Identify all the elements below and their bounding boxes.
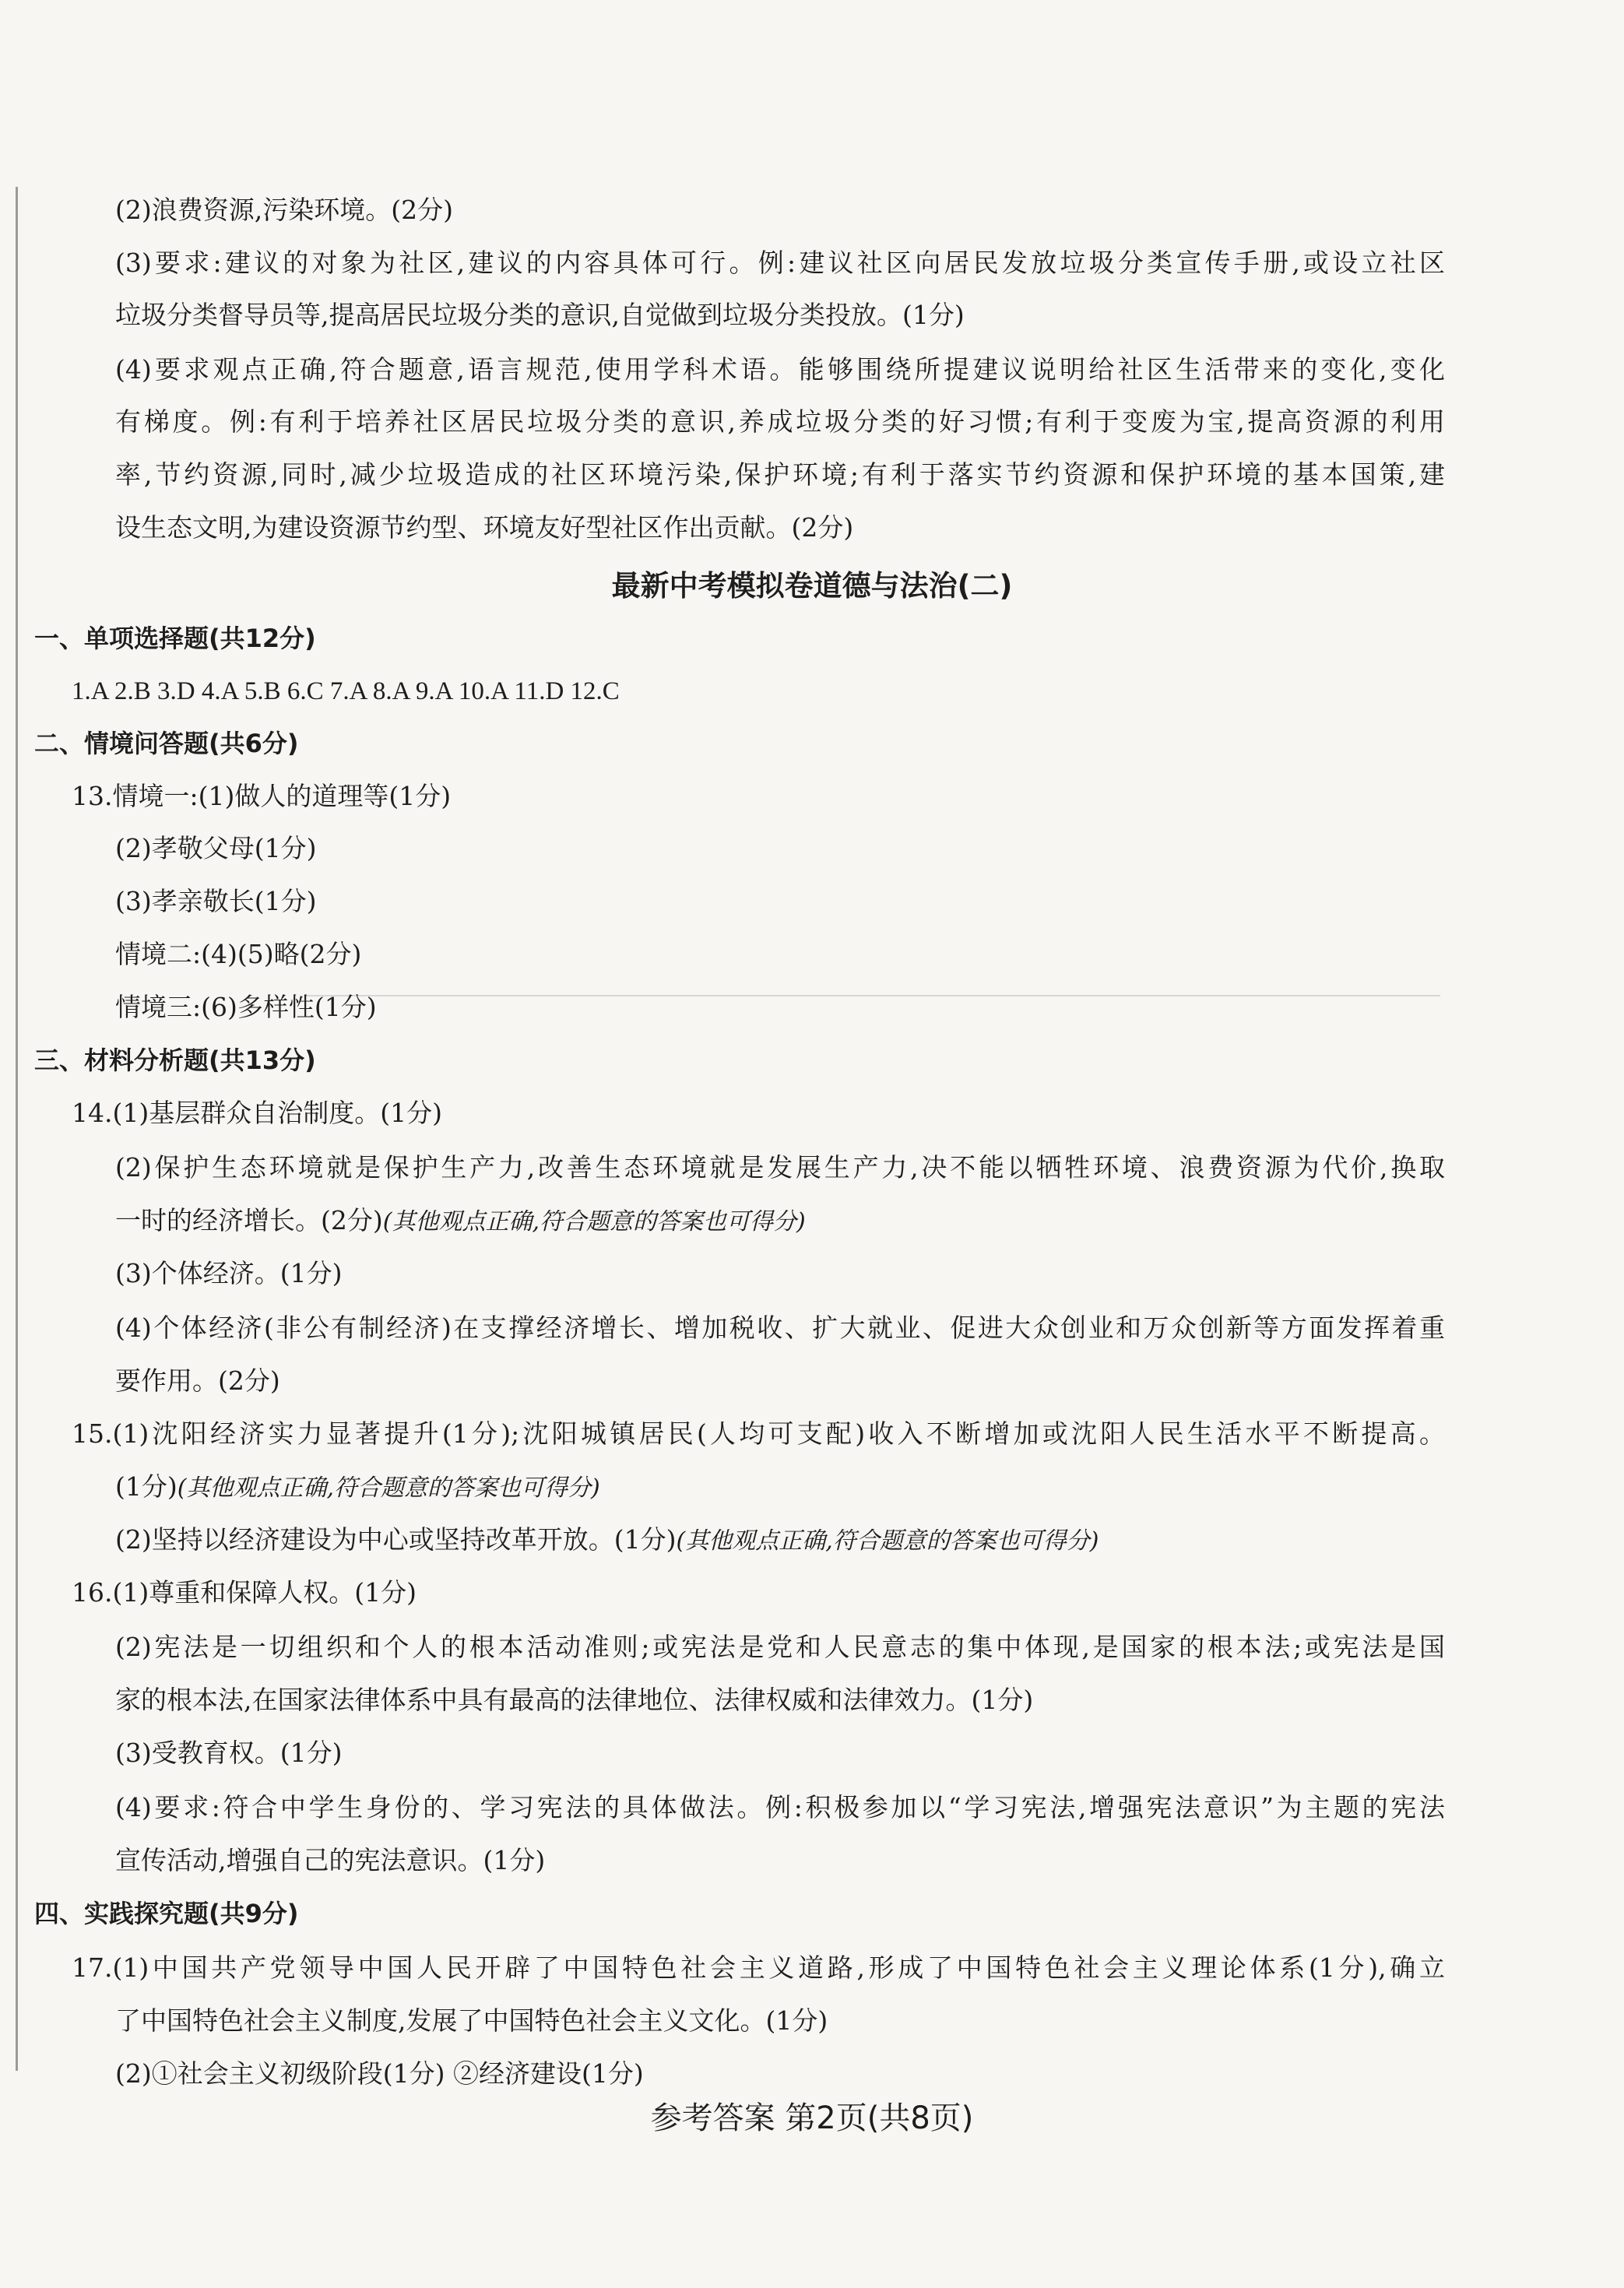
answer-line bbox=[115, 1524, 1098, 1557]
answer-line: (2)孝敬父母(1分) bbox=[115, 833, 317, 863]
answer-line: 17.(1)中国共产党领导中国人民开辟了中国特色社会主义道路,形成了中国特色社会主义理论体系(1分),确立 bbox=[72, 1952, 1445, 1983]
answer-text: 一时的经济增长。(2分) bbox=[115, 1205, 383, 1235]
binding-margin-line bbox=[16, 187, 18, 2071]
section-heading: 三、材料分析题(共13分) bbox=[34, 1046, 316, 1075]
answer-line: (4)要求观点正确,符合题意,语言规范,使用学科术语。能够围绕所提建议说明给社区生活带来的变化,变化 bbox=[115, 354, 1445, 385]
answer-line: (2)保护生态环境就是保护生产力,改善生态环境就是发展生产力,决不能以牺牲环境、浪费资源为代价,换取 bbox=[115, 1152, 1445, 1183]
answer-line: (3)个体经济。(1分) bbox=[115, 1258, 343, 1288]
answer-line: 率,节约资源,同时,减少垃圾造成的社区环境污染,保护环境;有利于落实节约资源和保护环境的基本国策,建 bbox=[115, 459, 1445, 490]
answer-line: 15.(1)沈阳经济实力显著提升(1分);沈阳城镇居民(人均可支配)收入不断增加或沈阳人民生活水平不断提高。 bbox=[72, 1418, 1445, 1449]
answer-line: 要作用。(2分) bbox=[115, 1365, 280, 1396]
answer-line: 垃圾分类督导员等,提高居民垃圾分类的意识,自觉做到垃圾分类投放。(1分) bbox=[115, 300, 965, 330]
answer-line: (3)要求:建议的对象为社区,建议的内容具体可行。例:建议社区向居民发放垃圾分类宣传手册,或设立社区 bbox=[115, 248, 1445, 278]
faint-divider bbox=[304, 995, 1440, 996]
answer-line: 16.(1)尊重和保障人权。(1分) bbox=[72, 1577, 417, 1608]
page-footer: 参考答案 第2页(共8页) bbox=[650, 2100, 974, 2136]
answer-line: (2)①社会主义初级阶段(1分) ②经济建设(1分) bbox=[115, 2058, 644, 2089]
section-heading: 二、情境问答题(共6分) bbox=[34, 729, 299, 758]
answer-line bbox=[115, 1205, 806, 1238]
answer-line: (2)浪费资源,污染环境。(2分) bbox=[115, 195, 453, 225]
answer-line: 情境二:(4)(5)略(2分) bbox=[115, 939, 362, 969]
answer-line: 情境三:(6)多样性(1分) bbox=[115, 992, 377, 1022]
section-heading: 四、实践探究题(共9分) bbox=[34, 1899, 299, 1928]
answer-line: 有梯度。例:有利于培养社区居民垃圾分类的意识,养成垃圾分类的好习惯;有利于变废为宝,提高资源的利用 bbox=[115, 406, 1445, 437]
answer-text: (1分) bbox=[115, 1471, 178, 1502]
section-title: 最新中考模拟卷道德与法治(二) bbox=[611, 569, 1013, 603]
answer-line: (4)要求:符合中学生身份的、学习宪法的具体做法。例:积极参加以“学习宪法,增强宪法意识”为主题的宪法 bbox=[115, 1792, 1445, 1822]
answer-line: 了中国特色社会主义制度,发展了中国特色社会主义文化。(1分) bbox=[115, 2005, 828, 2036]
scoring-note: (其他观点正确,符合题意的答案也可得分) bbox=[382, 1208, 806, 1235]
scoring-note: (其他观点正确,符合题意的答案也可得分) bbox=[177, 1474, 600, 1502]
answer-text: (2)坚持以经济建设为中心或坚持改革开放。(1分) bbox=[115, 1524, 677, 1555]
mc-answer-list: 1.A 2.B 3.D 4.A 5.B 6.C 7.A 8.A 9.A 10.A 11.D 12.C bbox=[72, 677, 620, 705]
answer-line: 设生态文明,为建设资源节约型、环境友好型社区作出贡献。(2分) bbox=[115, 512, 854, 543]
answer-line: (2)宪法是一切组织和个人的根本活动准则;或宪法是党和人民意志的集中体现,是国家的根本法;或宪法是国 bbox=[115, 1632, 1445, 1662]
section-heading: 一、单项选择题(共12分) bbox=[34, 624, 316, 653]
answer-line bbox=[115, 1471, 600, 1504]
answer-line: (3)孝亲敬长(1分) bbox=[115, 886, 317, 916]
scoring-note: (其他观点正确,符合题意的答案也可得分) bbox=[676, 1527, 1099, 1555]
answer-line: (3)受教育权。(1分) bbox=[115, 1738, 343, 1768]
answer-line: 13.情境一:(1)做人的道理等(1分) bbox=[72, 781, 452, 811]
answer-line: 宣传活动,增强自己的宪法意识。(1分) bbox=[115, 1845, 546, 1875]
answer-line: (4)个体经济(非公有制经济)在支撑经济增长、增加税收、扩大就业、促进大众创业和万众创新等方面发挥着重 bbox=[115, 1313, 1445, 1343]
answer-line: 家的根本法,在国家法律体系中具有最高的法律地位、法律权威和法律效力。(1分) bbox=[115, 1685, 1034, 1715]
answer-line: 14.(1)基层群众自治制度。(1分) bbox=[72, 1098, 442, 1128]
